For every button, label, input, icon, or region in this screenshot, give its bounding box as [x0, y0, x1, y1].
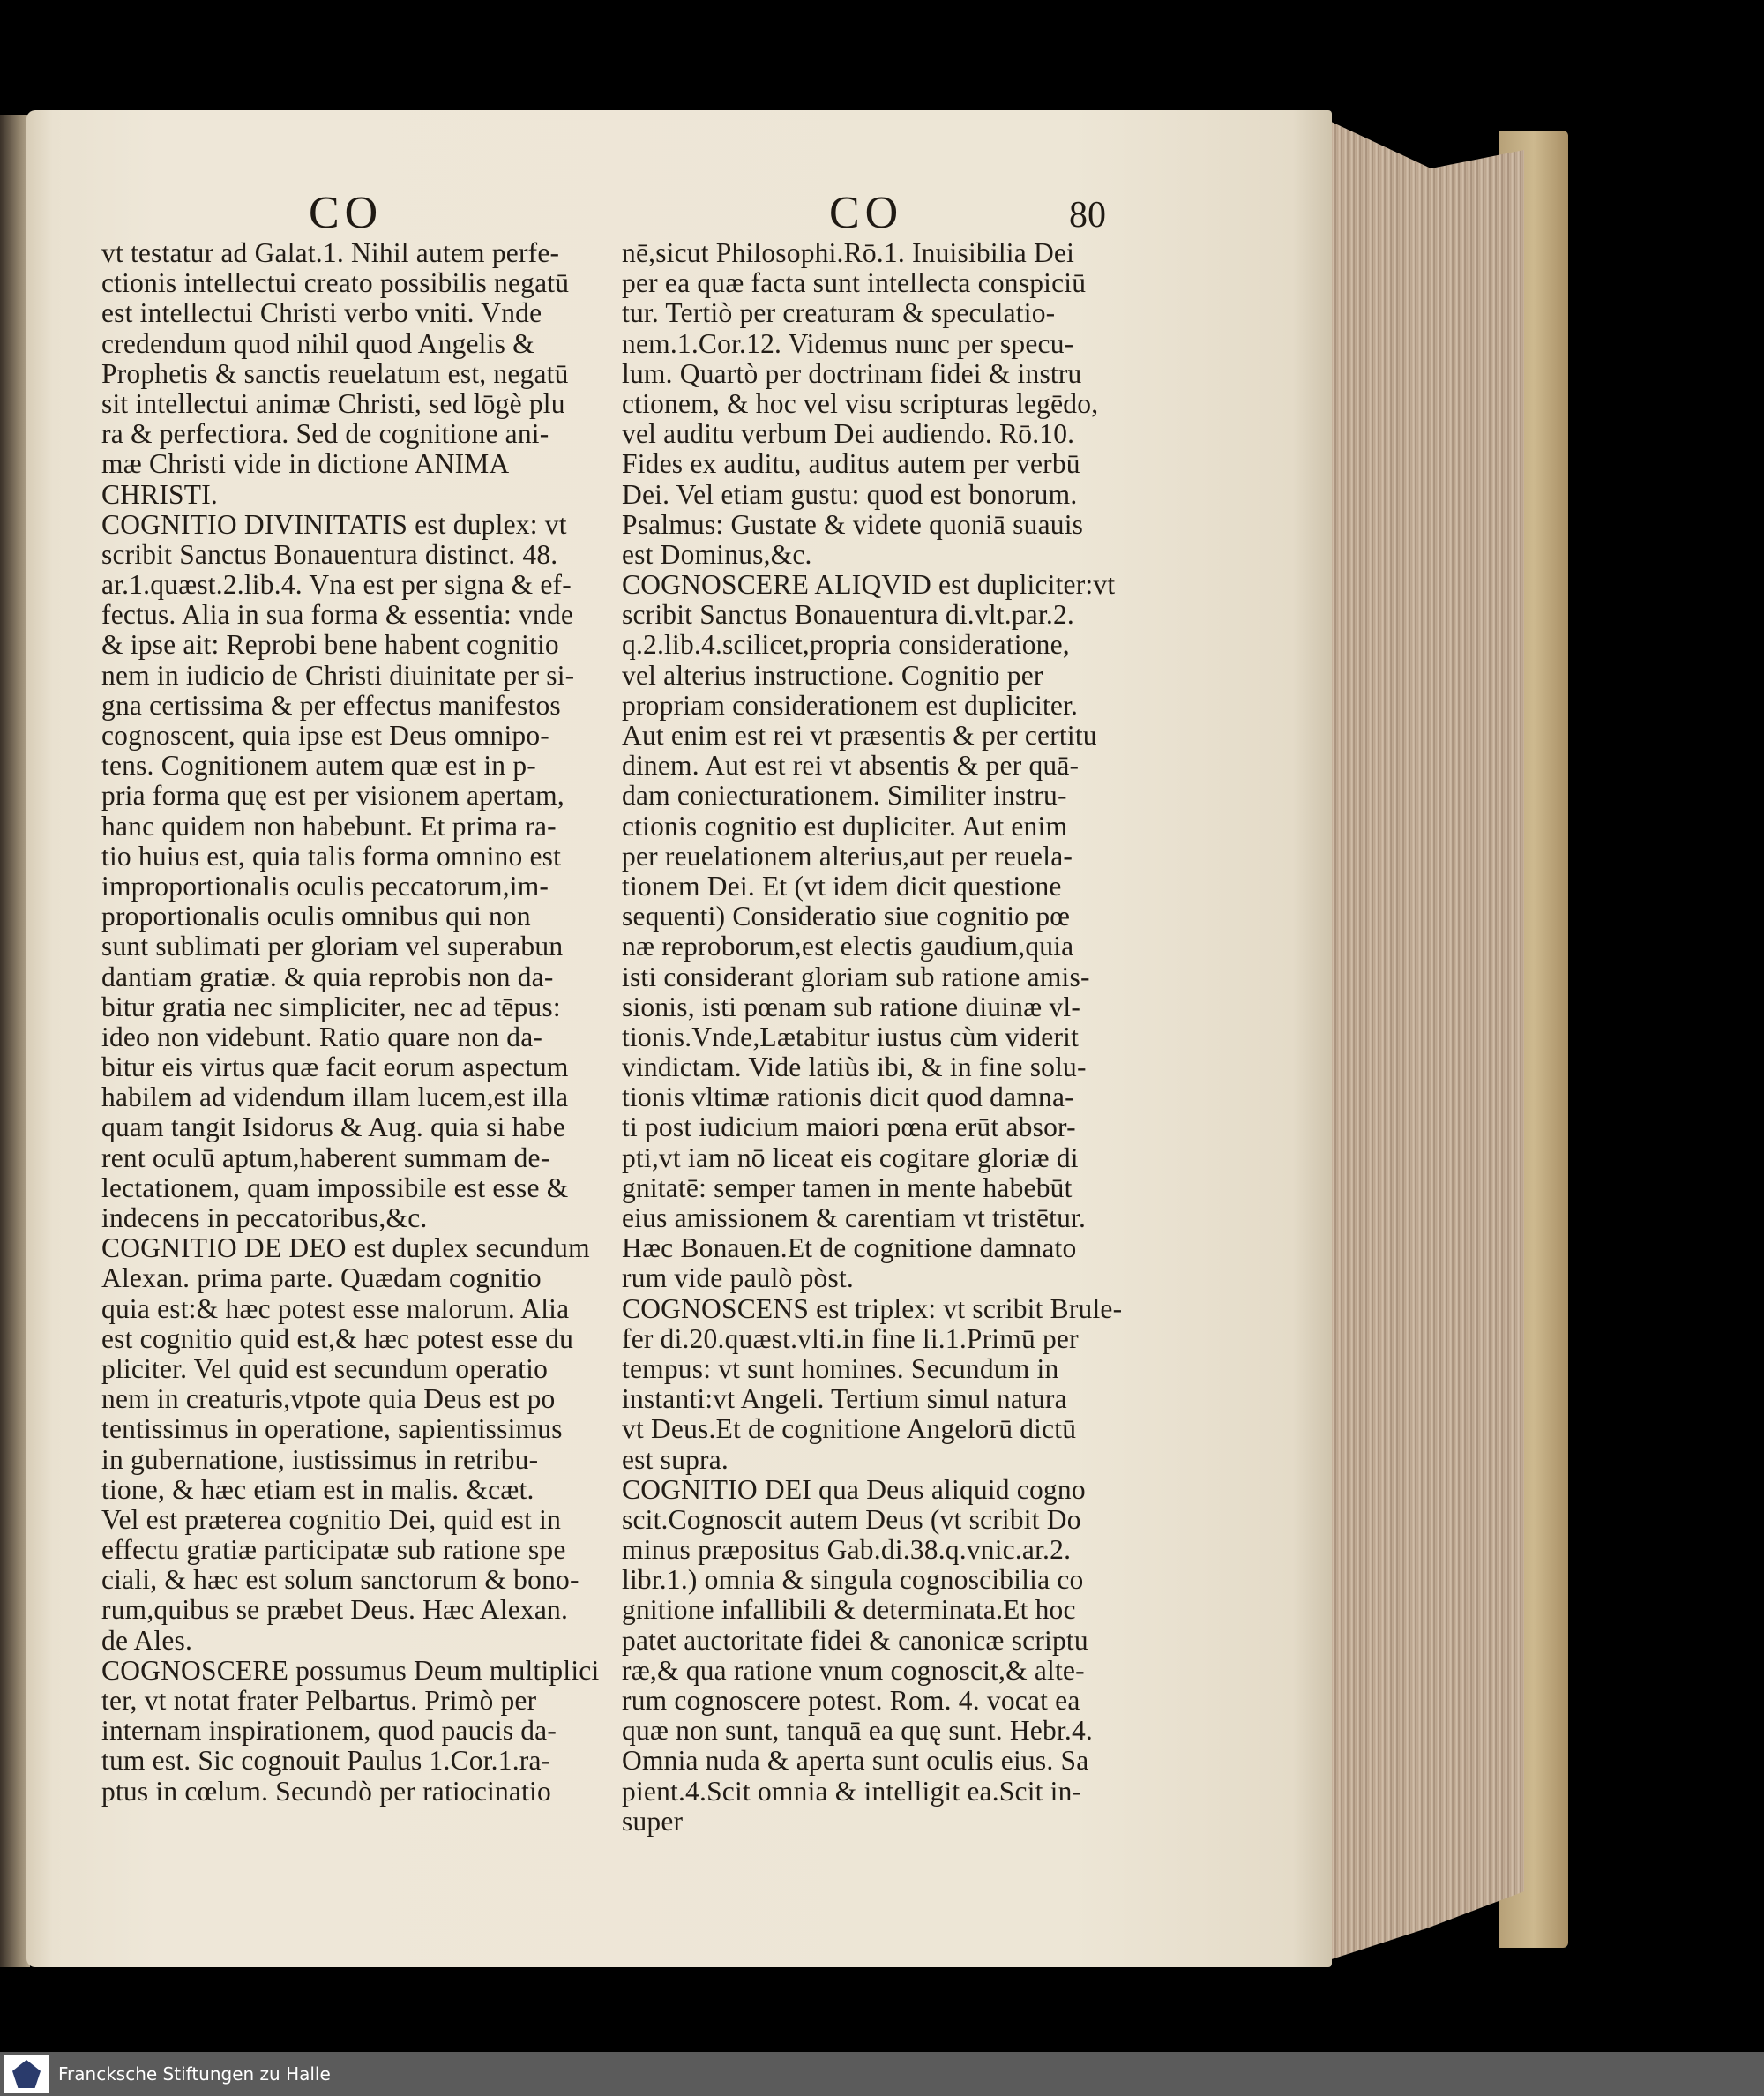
text-line: sunt sublimati per gloriam vel superabun: [101, 931, 564, 962]
text-line: fer di.20.quæst.vlti.in fine li.1.Primū per: [622, 1322, 1079, 1354]
text-line: næ reproborum,est electis gaudium,quia: [622, 931, 1074, 962]
text-line: ctionis cognitio est dupliciter. Aut enim: [622, 810, 1068, 842]
text-line: COGNITIO DEI qua Deus aliquid cogno: [622, 1473, 1086, 1505]
text-line: tionem Dei. Et (vt idem dicit questione: [622, 870, 1062, 902]
text-line: sionis, isti pœnam sub ratione diuinæ vl-: [622, 991, 1081, 1022]
text-line: gnitatē: semper tamen in mente habebūt: [622, 1172, 1073, 1203]
text-line: ideo non videbunt. Ratio quare non da-: [101, 1021, 543, 1052]
right-text-column: [622, 238, 1186, 1837]
text-line: q.2.lib.4.scilicet,propria consideratione,: [622, 629, 1070, 661]
text-line: COGNOSCERE possumus Deum multiplici: [101, 1654, 600, 1686]
text-line: rum vide paulò pòst.: [622, 1262, 854, 1294]
text-line: quæ non sunt, tanquā ea quę sunt. Hebr.4.: [622, 1715, 1093, 1747]
text-line: gnitione infallibili & determinata.Et hoc: [622, 1594, 1076, 1626]
text-line: tionis.Vnde,Lætabitur iustus cùm viderit: [622, 1021, 1080, 1052]
text-line: ctionis intellectui creato possibilis negatū: [101, 267, 570, 299]
footer-bar: [0, 2052, 1764, 2096]
text-line: tens. Cognitionem autem quæ est in p-: [101, 750, 536, 782]
text-line: propriam considerationem est dupliciter.: [622, 689, 1079, 721]
text-line: tempus: vt sunt homines. Secundum in: [622, 1352, 1059, 1384]
text-line: Alexan. prima parte. Quædam cognitio: [101, 1262, 542, 1294]
text-line: vel auditu verbum Dei audiendo. Rō.10.: [622, 418, 1075, 450]
institution-logo-icon: [4, 2055, 49, 2093]
text-line: quam tangit Isidorus & Aug. quia si habe: [101, 1112, 565, 1143]
text-line: minus præpositus Gab.di.38.q.vnic.ar.2.: [622, 1534, 1072, 1566]
text-line: super: [622, 1805, 684, 1837]
text-line: scit.Cognoscit autem Deus (vt scribit Do: [622, 1503, 1081, 1535]
text-line: indecens in peccatoribus,&c.: [101, 1202, 428, 1233]
text-line: Prophetis & sanctis reuelatum est, negatū: [101, 357, 569, 389]
text-line: habilem ad videndum illam lucem,est illa: [101, 1082, 569, 1113]
text-line: rum,quibus se præbet Deus. Hæc Alexan.: [101, 1594, 569, 1626]
text-line: credendum quod nihil quod Angelis &: [101, 327, 534, 359]
text-line: Fides ex auditu, auditus autem per verbū: [622, 448, 1080, 480]
text-line: dantiam gratiæ. & quia reprobis non da-: [101, 961, 554, 992]
text-line: mæ Christi vide in dictione ANIMA: [101, 448, 510, 480]
text-line: per ea quæ facta sunt intellecta conspiciū: [622, 267, 1087, 299]
text-line: Omnia nuda & aperta sunt oculis eius. Sa: [622, 1745, 1089, 1777]
text-line: effectu gratiæ participatæ sub ratione spe: [101, 1534, 566, 1566]
page-number: 80: [1069, 195, 1106, 236]
text-line: hanc quidem non habebunt. Et prima ra-: [101, 810, 557, 842]
text-line: gna certissima & per effectus manifestos: [101, 689, 561, 721]
text-line: quia est:& hæc potest esse malorum. Alia: [101, 1292, 570, 1324]
text-line: Psalmus: Gustate & videte quoniā suauis: [622, 508, 1084, 540]
text-line: Dei. Vel etiam gustu: quod est bonorum.: [622, 478, 1078, 510]
text-line: COGNOSCENS est triplex: vt scribit Brule-: [622, 1292, 1123, 1324]
text-line: pient.4.Scit omnia & intelligit ea.Scit in-: [622, 1775, 1082, 1807]
text-line: est Dominus,&c.: [622, 538, 812, 570]
text-line: isti considerant gloriam sub ratione amis-: [622, 961, 1090, 992]
text-line: vel alterius instructione. Cognitio per: [622, 659, 1043, 691]
text-line: nem.1.Cor.12. Videmus nunc per specu-: [622, 327, 1074, 359]
text-line: Aut enim est rei vt præsentis & per certitu: [622, 720, 1097, 751]
text-line: tur. Tertiò per creaturam & speculatio-: [622, 297, 1056, 329]
page-fore-edge: [1312, 113, 1524, 1965]
text-line: tentissimus in operatione, sapientissimus: [101, 1413, 563, 1445]
text-line: rent oculū aptum,haberent summam de-: [101, 1142, 550, 1173]
text-line: scribit Sanctus Bonauentura di.vlt.par.2.: [622, 599, 1074, 631]
text-line: pliciter. Vel quid est secundum operatio: [101, 1352, 549, 1384]
text-line: ti post iudicium maiori pœna erūt absor-: [622, 1112, 1076, 1143]
footer-institution-name: Francksche Stiftungen zu Halle: [58, 2063, 331, 2085]
text-line: cognoscent, quia ipse est Deus omnipo-: [101, 720, 550, 751]
text-line: vindictam. Vide latiùs ibi, & in fine solu-: [622, 1052, 1087, 1083]
text-line: tum est. Sic cognouit Paulus 1.Cor.1.ra-: [101, 1745, 551, 1777]
text-line: COGNITIO DE DEO est duplex secundum: [101, 1232, 590, 1264]
text-line: fectus. Alia in sua forma & essentia: vnde: [101, 599, 574, 631]
text-line: pti,vt iam nō liceat eis cogitare gloriæ di: [622, 1142, 1079, 1173]
text-line: tio huius est, quia talis forma omnino est: [101, 840, 562, 872]
text-line: patet auctoritate fidei & canonicæ scriptu: [622, 1624, 1088, 1656]
text-line: in gubernatione, iustissimus in retribu-: [101, 1443, 539, 1475]
left-text-column: [101, 238, 648, 1807]
text-line: improportionalis oculis peccatorum,im-: [101, 870, 549, 902]
text-line: & ipse ait: Reprobi bene habent cognitio: [101, 629, 559, 661]
text-line: instanti:vt Angeli. Tertium simul natura: [622, 1383, 1067, 1415]
text-line: bitur eis virtus quæ facit eorum aspectum: [101, 1052, 569, 1083]
text-line: rum cognoscere potest. Rom. 4. vocat ea: [622, 1685, 1080, 1716]
text-line: proportionalis oculis omnibus qui non: [101, 901, 531, 932]
text-line: de Ales.: [101, 1624, 193, 1656]
text-line: scribit Sanctus Bonauentura distinct. 48.: [101, 538, 558, 570]
text-line: sequenti) Consideratio siue cognitio pœ: [622, 901, 1071, 932]
text-line: COGNOSCERE ALIQVID est dupliciter:vt: [622, 569, 1116, 601]
text-line: est intellectui Christi verbo vniti. Vnde: [101, 297, 542, 329]
text-line: sit intellectui animæ Christi, sed lōgè plu: [101, 387, 565, 419]
text-line: lectationem, quam impossibile est esse &: [101, 1172, 569, 1203]
running-head-right: CO: [829, 188, 904, 238]
text-line: lum. Quartò per doctrinam fidei & instru: [622, 357, 1082, 389]
text-line: Hæc Bonauen.Et de cognitione damnato: [622, 1232, 1077, 1264]
text-line: ciali, & hæc est solum sanctorum & bono-: [101, 1564, 579, 1596]
text-line: libr.1.) omnia & singula cognoscibilia co: [622, 1564, 1084, 1596]
text-line: tione, & hæc etiam est in malis. &cæt.: [101, 1473, 534, 1505]
text-line: pria forma quę est per visionem apertam,: [101, 780, 564, 812]
text-line: dam coniecturationem. Similiter instru-: [622, 780, 1067, 812]
text-line: ptus in cœlum. Secundò per ratiocinatio: [101, 1775, 551, 1807]
text-line: ter, vt notat frater Pelbartus. Primò per: [101, 1685, 537, 1716]
text-line: bitur gratia nec simpliciter, nec ad tēpus:: [101, 991, 561, 1022]
text-line: ar.1.quæst.2.lib.4. Vna est per signa & ef-: [101, 569, 572, 601]
text-line: per reuelationem alterius,aut per reuela-: [622, 840, 1073, 872]
text-line: COGNITIO DIVINITATIS est duplex: vt: [101, 508, 567, 540]
text-line: vt testatur ad Galat.1. Nihil autem perfe-: [101, 237, 560, 268]
text-line: vt Deus.Et de cognitione Angelorū dictū: [622, 1413, 1077, 1445]
text-line: nem in creaturis,vtpote quia Deus est po: [101, 1383, 556, 1415]
text-line: nem in iudicio de Christi diuinitate per si-: [101, 659, 575, 691]
text-line: dinem. Aut est rei vt absentis & per quā-: [622, 750, 1080, 782]
text-line: CHRISTI.: [101, 478, 218, 510]
text-line: tionis vltimæ rationis dicit quod damna-: [622, 1082, 1074, 1113]
text-line: ctionem, & hoc vel visu scripturas legēdo,: [622, 387, 1099, 419]
text-line: est supra.: [622, 1443, 729, 1475]
text-line: nē,sicut Philosophi.Rō.1. Inuisibilia Dei: [622, 237, 1075, 268]
text-line: ræ,& qua ratione vnum cognoscit,& alte-: [622, 1654, 1085, 1686]
book-spine-left: [0, 115, 30, 1967]
text-line: eius amissionem & carentiam vt tristētur.: [622, 1202, 1087, 1233]
text-line: est cognitio quid est,& hæc potest esse du: [101, 1322, 574, 1354]
text-line: Vel est præterea cognitio Dei, quid est in: [101, 1503, 562, 1535]
text-line: ra & perfectiora. Sed de cognitione ani-: [101, 418, 549, 450]
text-line: internam inspirationem, quod paucis da-: [101, 1715, 557, 1747]
running-head-left: CO: [309, 188, 384, 238]
